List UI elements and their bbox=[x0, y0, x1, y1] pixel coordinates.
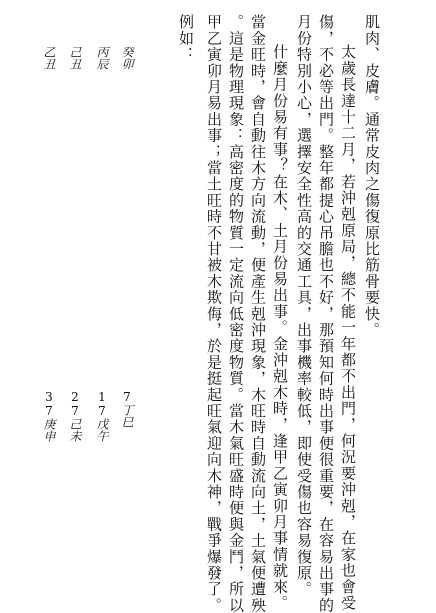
luck-age: 27 bbox=[68, 390, 82, 418]
luck-ganzhi: 戊午 bbox=[95, 418, 109, 442]
paragraph-3-line-1: 什麼月份易有事？在木、土月份易出事。金沖剋木時，逢甲乙寅卯月事情就來。 bbox=[271, 44, 289, 611]
pillar-hour: 乙丑 bbox=[42, 46, 56, 70]
paragraph-1: 肌肉、皮膚。通常皮肉之傷復原比筋骨要快。 bbox=[363, 14, 381, 338]
luck-ganzhi: 庚申 bbox=[42, 418, 56, 442]
luck-age: 37 bbox=[42, 390, 56, 418]
luck-ganzhi: 己未 bbox=[68, 418, 82, 442]
paragraph-3-line-3: 。這是物理現象：高密度的物質一定流向低密度物質。當木氣旺盛時便與金鬥，所以 bbox=[227, 14, 245, 613]
luck-age: 7 bbox=[120, 390, 134, 404]
luck-pillar-3 bbox=[68, 390, 82, 442]
luck-ganzhi: 丁巳 bbox=[120, 404, 134, 428]
paragraph-2-line-2: 傷，不必等出門。整年都提心吊膽也不好，那預知何時出事便很重要，在容易出事的 bbox=[317, 14, 335, 613]
pillar-month: 丙辰 bbox=[95, 46, 109, 70]
luck-pillar-2 bbox=[95, 390, 109, 442]
paragraph-2-line-1: 太歲長達十二月，若沖剋原局，總不能一年都不出門，何況要沖剋，在家也會受 bbox=[339, 44, 357, 611]
paragraph-3-line-2: 當金旺時，會自動往木方向流動，便產生剋沖現象，木旺時自動流向土，土氣便遭殃 bbox=[249, 14, 267, 613]
pillar-day: 己丑 bbox=[68, 46, 82, 70]
paragraph-3-line-4: 甲乙寅卯月易出事；當土旺時不甘被木欺侮，於是挺起旺氣迎向木神，戰爭爆發了。 bbox=[205, 14, 223, 613]
luck-pillar-1 bbox=[120, 390, 134, 428]
example-label: 例如： bbox=[177, 14, 195, 63]
pillar-year: 癸卯 bbox=[120, 46, 134, 70]
luck-pillar-4 bbox=[42, 390, 56, 442]
paragraph-2-line-3: 月份特別小心，選擇安全性高的交通工具，出事機率較低，即使受傷也容易復原。 bbox=[295, 14, 313, 598]
luck-age: 17 bbox=[95, 390, 109, 418]
